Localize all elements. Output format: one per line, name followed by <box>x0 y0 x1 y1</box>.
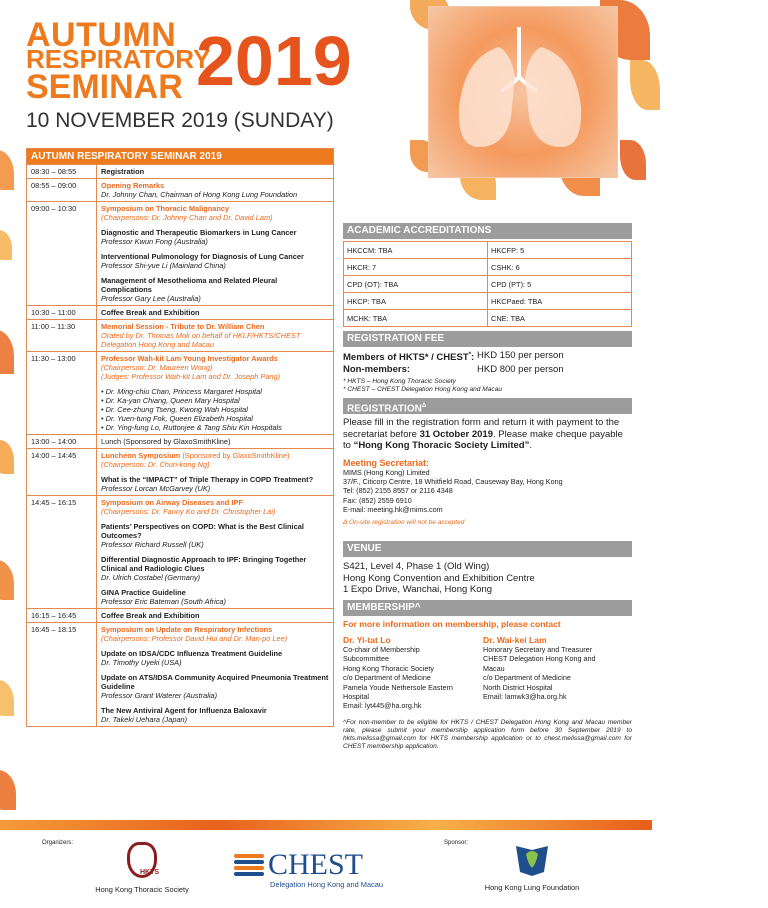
accreditation-cell: CNE: TBA <box>488 310 632 327</box>
hkts-logo <box>88 842 196 894</box>
talk-speaker: Professor Kwun Fong (Australia) <box>101 237 208 246</box>
contact-line: North District Hospital <box>483 682 553 692</box>
talk-title: Update on IDSA/CDC Influenza Treatment Guideline <box>101 649 283 658</box>
contact-line: Subcommittee <box>343 654 389 664</box>
footer-leaf-band <box>0 820 652 830</box>
schedule-row <box>27 164 333 178</box>
presenter-item: • Dr. Cee-zhung Tseng, Kwong Wah Hospital <box>101 405 248 414</box>
talk-speaker: Professor Gary Lee (Australia) <box>101 294 201 303</box>
hklf-name: Hong Kong Lung Foundation <box>484 883 580 892</box>
registration-text <box>343 417 632 452</box>
contact-line: Hong Kong Thoracic Society <box>343 663 434 673</box>
contact-line: Hospital <box>343 692 369 702</box>
row-speaker: Dr. Johnny Chan, Chairman of Hong Kong Lung Foundation <box>101 190 298 199</box>
hkts-lung-icon <box>127 842 160 878</box>
registration-deadline: 31 October 2019 <box>419 428 493 440</box>
row-time: 13:00 – 14:00 <box>27 435 97 448</box>
row-time: 16:45 – 18:15 <box>27 623 97 726</box>
registration-text-2: . Please make cheque payable to <box>343 428 623 451</box>
accreditation-cell: HKCFP: 5 <box>488 242 632 259</box>
secretariat-title: Meeting Secretariat: <box>343 457 430 468</box>
row-time: 14:45 – 16:15 <box>27 496 97 608</box>
row-time: 11:30 – 13:00 <box>27 352 97 434</box>
talk-title: Interventional Pulmonology for Diagnosis of Lung Cancer <box>101 252 304 261</box>
row-title: Coffee Break and Exhibition <box>101 611 200 620</box>
contact-line: CHEST Delegation Hong Kong and <box>483 654 596 664</box>
chest-mark: CHEST <box>268 848 364 881</box>
hkts-mark: HKTS <box>140 869 160 876</box>
title-line-3: SEMINAR <box>26 68 183 106</box>
fee-heading: REGISTRATION FEE <box>343 331 632 347</box>
sponsor-label: Sponsor: <box>444 840 469 846</box>
chest-logo <box>234 850 404 890</box>
contact-email: Email: lyt445@ha.org.hk <box>343 701 422 711</box>
contact-line: c/o Department of Medicine <box>343 673 431 683</box>
row-time: 16:15 – 16:45 <box>27 609 97 622</box>
contact-line: Macau <box>483 663 505 673</box>
schedule-row <box>27 178 333 201</box>
secretariat-line: MIMS (Hong Kong) Limited <box>343 467 430 477</box>
row-judges: (Judges: Professor Wah-kit Lam and Dr. Joseph Pang) <box>101 372 281 381</box>
presenter-item: • Dr. Ming-chiu Chan, Princess Margaret Hospital <box>101 387 262 396</box>
schedule-row <box>27 448 333 495</box>
accreditation-cell: MCHK: TBA <box>344 310 488 327</box>
chest-stripes-icon <box>234 854 264 882</box>
talk-title: Diagnostic and Therapeutic Biomarkers in Lung Cancer <box>101 228 297 237</box>
row-title: Symposium on Airway Diseases and IPF <box>101 498 243 507</box>
fee-nonmembers-label: Non-members: <box>343 363 411 375</box>
title-line-2: RESPIRATORY <box>26 44 211 74</box>
fee-nonmembers <box>343 364 632 376</box>
membership-intro: For more information on membership, please contact <box>343 619 561 629</box>
registration-heading <box>343 398 632 414</box>
registration-heading-sup: Δ <box>421 403 427 409</box>
contact-name: Dr. Wai-kei Lam <box>483 635 547 645</box>
fee-members: Members of HKTS* / CHEST*: HKD 150 per person <box>343 350 564 364</box>
venue-line: Hong Kong Convention and Exhibition Centre <box>343 572 535 584</box>
schedule-row <box>27 495 333 608</box>
row-title: Luncheon Symposium <box>101 451 181 460</box>
row-chair: (Chairpersons: Professor David Hui and Dr. Man-po Lee) <box>101 634 288 643</box>
presenter-item: • Dr. Ka-yan Chiang, Queen Mary Hospital <box>101 396 240 405</box>
accreditation-cell: CPD (OT): TBA <box>344 276 488 293</box>
registration-payee: “Hong Kong Thoracic Society Limited” <box>353 440 530 451</box>
row-title: Lunch (Sponsored by GlaxoSmithKline) <box>101 437 231 446</box>
row-title: Registration <box>101 167 145 176</box>
row-title: Memorial Session - Tribute to Dr. William Chen <box>101 322 265 331</box>
talk-title: The New Antiviral Agent for Influenza Baloxavir <box>101 706 267 715</box>
row-time: 10:30 – 11:00 <box>27 306 97 319</box>
schedule-row <box>27 201 333 305</box>
row-title: Professor Wah-kit Lam Young Investigator Awards <box>101 354 278 363</box>
talk-speaker: Professor Shi-yue Li (Mainland China) <box>101 261 226 270</box>
talk-speaker: Dr. Timothy Uyeki (USA) <box>101 658 182 667</box>
schedule-row <box>27 319 333 351</box>
registration-text-3: . <box>529 440 532 451</box>
membership-section <box>343 600 632 751</box>
registration-heading-text: REGISTRATION <box>347 403 422 415</box>
event-date: 10 NOVEMBER 2019 (SUNDAY) <box>26 109 334 132</box>
fee-section <box>343 331 632 394</box>
row-title: Opening Remarks <box>101 181 165 190</box>
secretariat-line: Tel: (852) 2155 8557 or 2116 4348 <box>343 486 453 496</box>
title-line-1: AUTUMN <box>26 16 177 54</box>
row-time: 08:55 – 09:00 <box>27 179 97 201</box>
row-title: Symposium on Update on Respiratory Infections <box>101 625 273 634</box>
row-chair: (Chairperson: Dr. Maureen Wong) <box>101 363 213 372</box>
contact-line: Co-chair of Membership <box>343 645 420 654</box>
venue-line: 1 Expo Drive, Wanchai, Hong Kong <box>343 584 493 595</box>
contact-line: Honorary Secretary and Treasurer <box>483 645 593 654</box>
secretariat-line: Fax: (852) 2559 6910 <box>343 495 412 505</box>
accreditation-cell: HKCP: TBA <box>344 293 488 310</box>
talk-title: Patients’ Perspectives on COPD: What is the Best Clinical Outcomes? <box>101 522 304 540</box>
talk-title: Management of Mesothelioma and Related Pleural Complications <box>101 276 278 294</box>
accreditation-cell: CPD (PT): 5 <box>488 276 632 293</box>
row-subtitle: Delegation Hong Kong and Macau <box>101 340 214 349</box>
secretariat-email: E-mail: meeting.hk@mims.com <box>343 505 443 515</box>
presenter-item: • Dr. Yuen-tung Fok, Queen Elizabeth Hospital <box>101 414 253 423</box>
membership-heading: MEMBERSHIP^ <box>343 600 632 616</box>
schedule-heading: AUTUMN RESPIRATORY SEMINAR 2019 <box>27 149 333 164</box>
schedule-row <box>27 434 333 448</box>
talk-speaker: Dr. Ulrich Costabel (Germany) <box>101 573 201 582</box>
onsite-note: Δ On-site registration will not be accepted <box>343 518 465 526</box>
talk-speaker: Professor Grant Waterer (Australia) <box>101 691 218 700</box>
accreditation-cell: HKCPaed: TBA <box>488 293 632 310</box>
contact-email: Email: lamwk3@ha.org.hk <box>483 692 567 702</box>
contact-card <box>483 635 632 711</box>
row-chair: (Chairpersons: Dr. Fanny Ko and Dr. Christopher Lai) <box>101 507 276 516</box>
contact-name: Dr. Yi-tat Lo <box>343 635 391 645</box>
talk-speaker: Professor Eric Bateman (South Africa) <box>101 597 227 606</box>
hklf-icon <box>512 842 552 878</box>
row-time: 08:30 – 08:55 <box>27 165 97 178</box>
fee-note: * HKTS – Hong Kong Thoracic Society <box>343 378 456 386</box>
accreditation-cell: CSHK: 6 <box>488 259 632 276</box>
row-time: 11:00 – 11:30 <box>27 320 97 351</box>
secretariat-line: 37/F., Citicorp Centre, 18 Whitfield Road, Causeway Bay, Hong Kong <box>343 476 563 486</box>
row-time: 09:00 – 10:30 <box>27 202 97 305</box>
talk-title: What is the “IMPACT” of Triple Therapy in COPD Treatment? <box>101 475 314 484</box>
presenter-item: • Dr. Ying-fung Lo, Ruttonjee & Tang Shiu Kin Hospitals <box>101 423 282 432</box>
fee-members-label: Members of HKTS* / CHEST <box>343 352 469 364</box>
venue-heading: VENUE <box>343 541 632 557</box>
talk-speaker: Dr. Takeki Uehara (Japan) <box>101 715 188 724</box>
accreditations-table <box>343 241 632 327</box>
talk-title: Update on ATS/IDSA Community Acquired Pneumonia Treatment Guideline <box>101 673 329 691</box>
hklf-logo <box>480 842 584 894</box>
row-subtitle: Orated by Dr. Thomas Mok on behalf of HKLF/HKTS/CHEST <box>101 331 301 340</box>
accreditation-cell: HKCCM: TBA <box>344 242 488 259</box>
fee-members-value: HKD 150 per person <box>477 350 564 361</box>
accreditations-heading: ACADEMIC ACCREDITATIONS <box>343 223 632 239</box>
row-chair: (Chairpersons: Dr. Johnny Chan and Dr. David Lam) <box>101 213 273 222</box>
fee-note: * CHEST – CHEST Delegation Hong Kong and Macau <box>343 386 503 394</box>
contact-line: c/o Department of Medicine <box>483 673 571 683</box>
talk-speaker: Professor Lorcan McGarvey (UK) <box>101 484 211 493</box>
talk-speaker: Professor Richard Russell (UK) <box>101 540 204 549</box>
talk-title: Differential Diagnostic Approach to IPF: Bringing Together Clinical and Radiologic Clues <box>101 555 307 573</box>
venue-section <box>343 541 632 596</box>
row-chair: (Chairperson: Dr. Chun-kong Ng) <box>101 460 210 469</box>
fee-nonmembers-value: HKD 800 per person <box>477 363 564 375</box>
registration-section <box>343 398 632 527</box>
accreditations-section <box>343 223 632 327</box>
schedule-table <box>26 148 334 727</box>
row-title: Coffee Break and Exhibition <box>101 308 200 317</box>
row-sponsor: (Sponsored by GlaxoSmithKline) <box>180 451 290 460</box>
membership-footnote: ^For non-member to be eligible for HKTS / CHEST Delegation Hong Kong and Macau member rate, please submit your membership application form before 30 September 2019 to hkts.melissa@gmail.com for HKTS membership application or to chest.melissa@gmail.com for CHEST membership application. <box>343 718 632 750</box>
schedule-row <box>27 305 333 319</box>
title-year: 2019 <box>196 22 352 100</box>
contact-card <box>343 635 483 711</box>
organizers-label: Organizers: <box>42 840 74 846</box>
hkts-name: Hong Kong Thoracic Society <box>95 885 189 894</box>
registration-text-1: Please fill in the registration form and return it with payment to the secretariat before <box>343 417 620 440</box>
accreditation-cell: HKCR: 7 <box>344 259 488 276</box>
row-title: Symposium on Thoracic Malignancy <box>101 204 230 213</box>
talk-title: GINA Practice Guideline <box>101 588 186 597</box>
row-time: 14:00 – 14:45 <box>27 449 97 495</box>
schedule-row <box>27 608 333 622</box>
chest-sub: Delegation Hong Kong and Macau <box>270 880 383 889</box>
contact-line: Pamela Youde Nethersole Eastern <box>343 682 453 692</box>
schedule-row <box>27 622 333 726</box>
fee-colon: : <box>470 352 475 364</box>
lungs-illustration <box>428 6 618 178</box>
schedule-row <box>27 351 333 434</box>
venue-line: S421, Level 4, Phase 1 (Old Wing) <box>343 561 490 572</box>
